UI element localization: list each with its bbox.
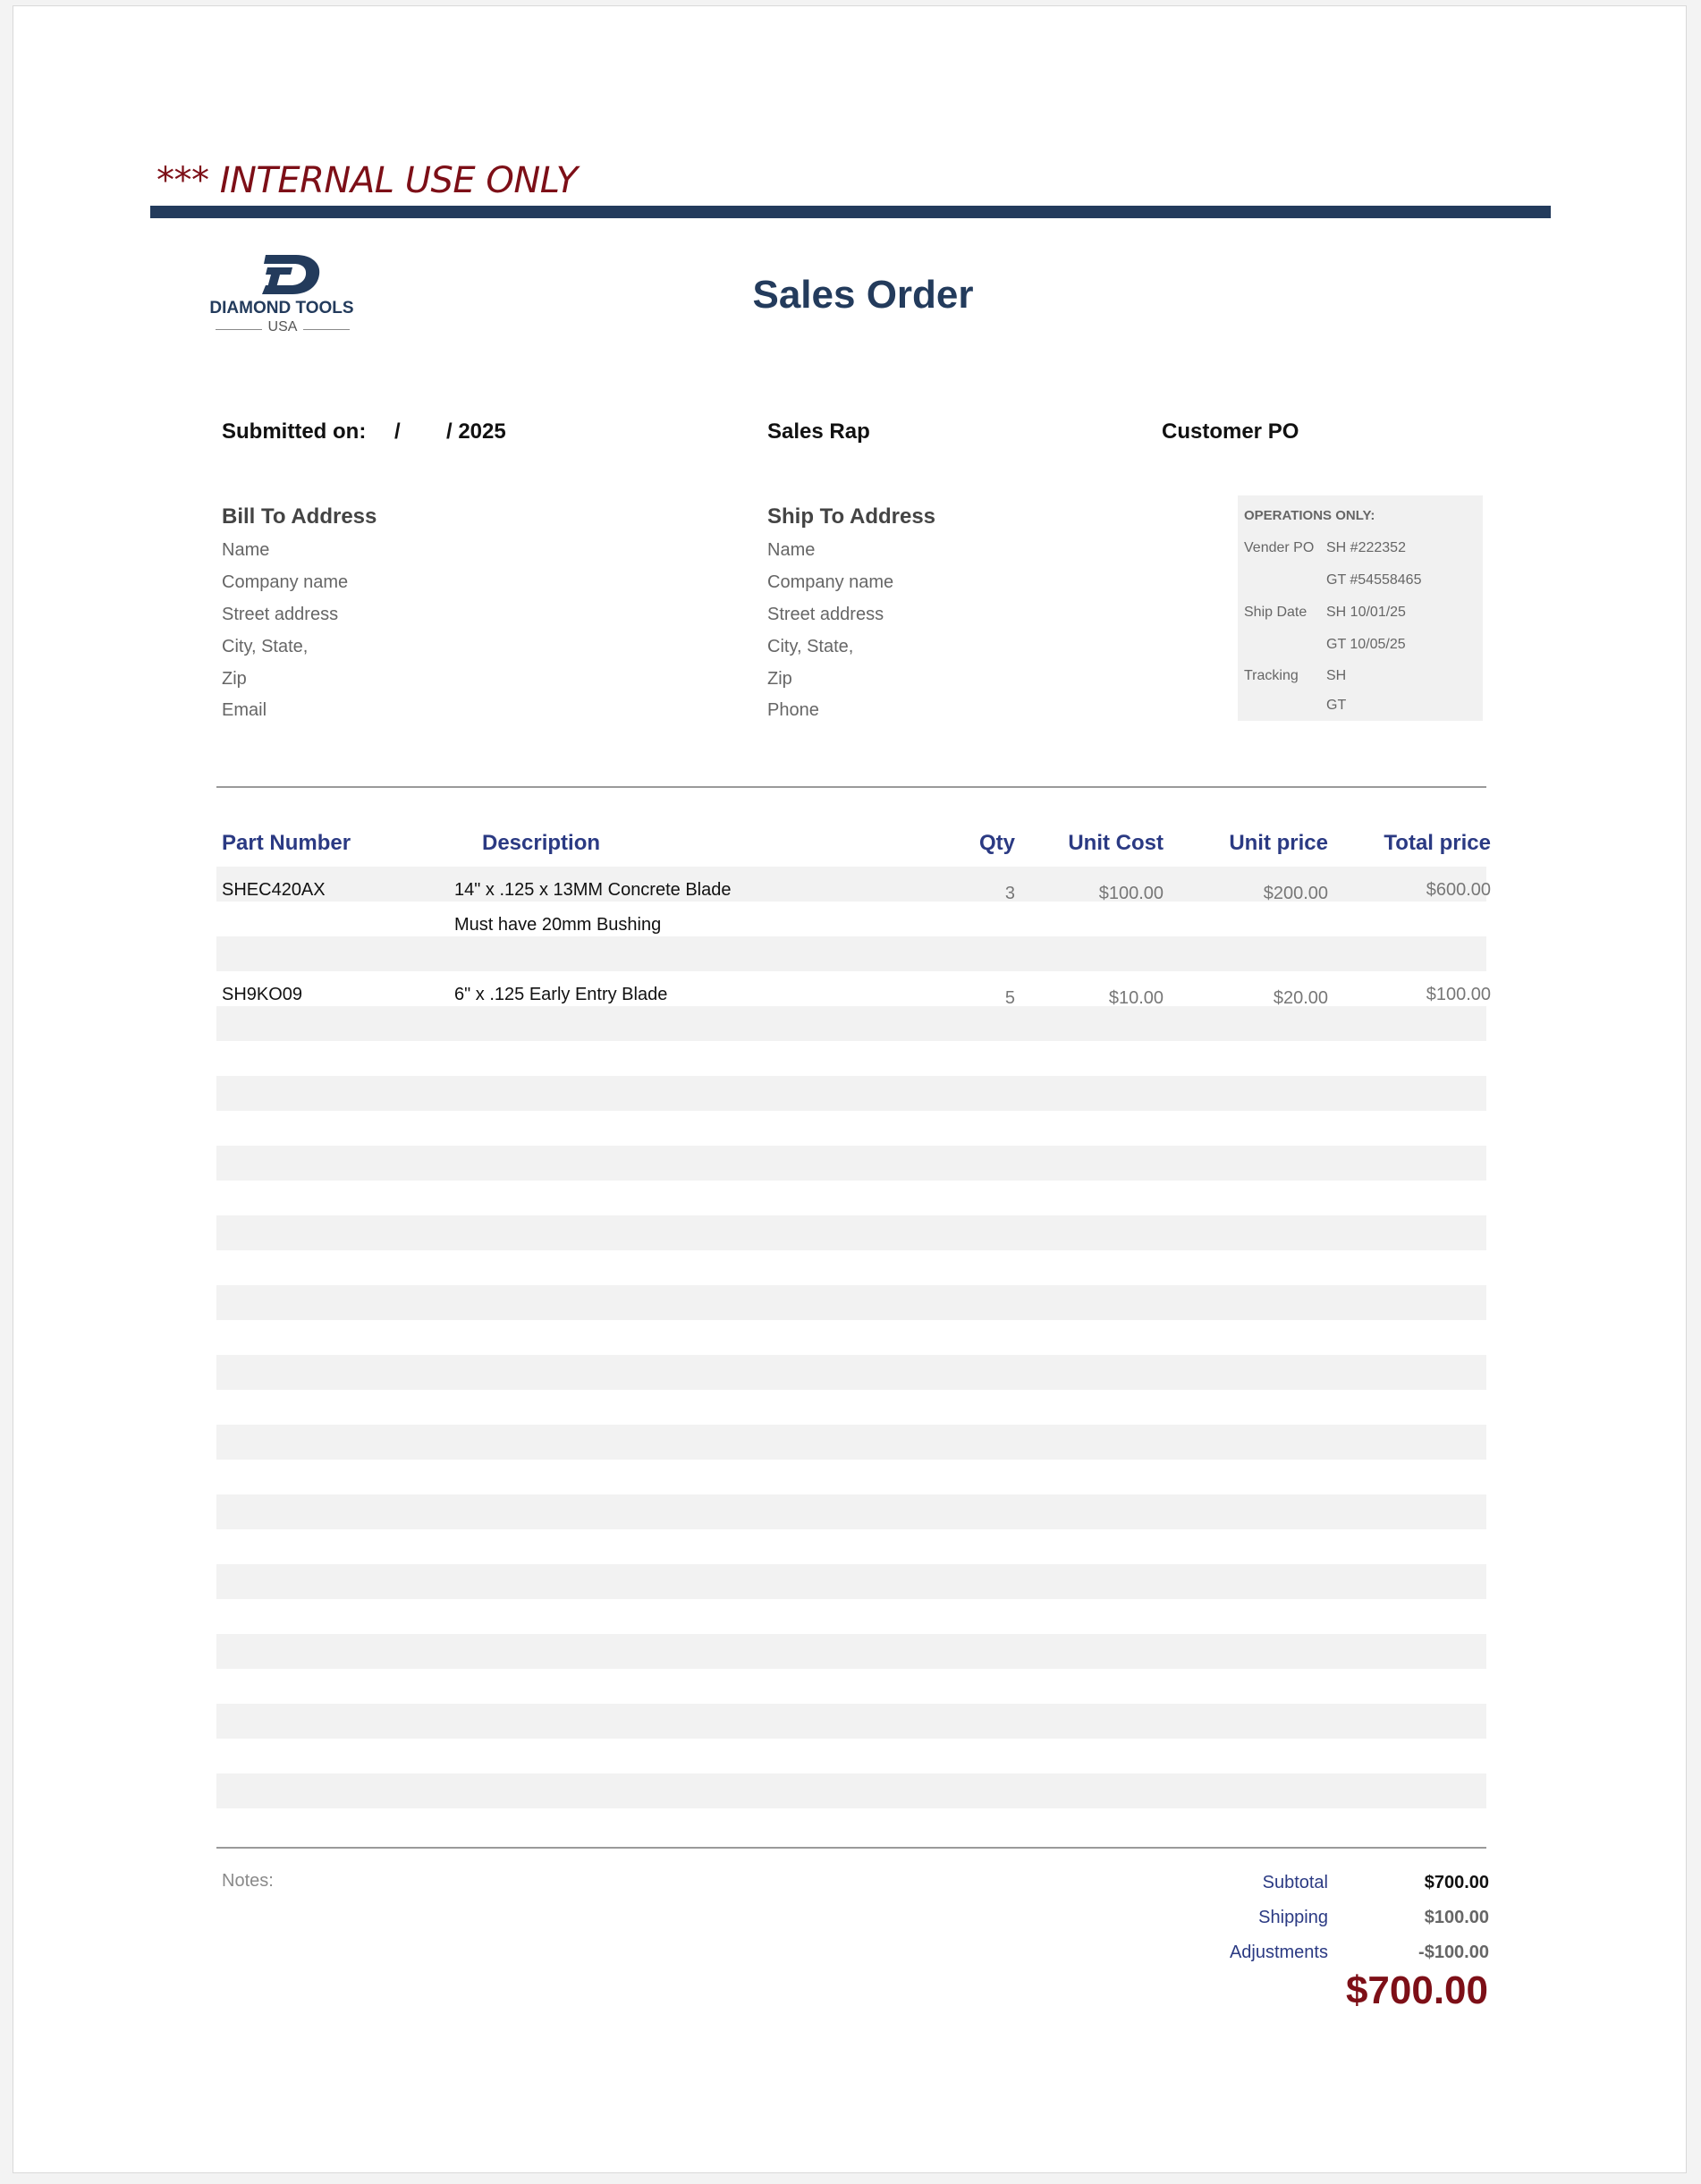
- bill-to-name: Name: [222, 540, 270, 560]
- col-qty: Qty: [978, 831, 1015, 855]
- logo-rule-right: [303, 329, 350, 330]
- table-row-stripe: [216, 1285, 1486, 1320]
- col-description: Description: [482, 831, 601, 855]
- vendor-po-label: Vender PO: [1244, 540, 1315, 555]
- bill-to-company: Company name: [222, 572, 349, 592]
- table-row-stripe: [216, 1355, 1486, 1390]
- item-3-unit-price: $20.00: [1273, 988, 1328, 1008]
- bill-to-email: Email: [222, 700, 267, 720]
- item-3-part: SH9KO09: [222, 985, 303, 1004]
- table-row-stripe: [216, 1773, 1486, 1808]
- item-1-description: 14" x .125 x 13MM Concrete Blade: [454, 880, 732, 900]
- document-page: [13, 5, 1687, 2173]
- item-3-qty: 5: [1004, 988, 1015, 1008]
- item-3-total: $100.00: [1426, 985, 1491, 1004]
- table-row-stripe: [216, 1146, 1486, 1181]
- submitted-on-label: Submitted on:: [222, 419, 367, 444]
- item-3-description: 6" x .125 Early Entry Blade: [454, 985, 668, 1004]
- logo-sub: [216, 319, 350, 339]
- page-title: Sales Order: [752, 273, 974, 317]
- logo-sub-text: USA: [267, 319, 298, 334]
- item-1-qty: 3: [1004, 884, 1015, 903]
- bill-to-street: Street address: [222, 605, 339, 624]
- adjustments-value: -$100.00: [1418, 1943, 1489, 1962]
- subtotal-value: $700.00: [1424, 1873, 1489, 1892]
- notes-label: Notes:: [222, 1871, 274, 1891]
- col-unit-price: Unit price: [1229, 831, 1328, 855]
- adjustments-label: Adjustments: [1229, 1943, 1328, 1962]
- table-row-stripe: [216, 1564, 1486, 1599]
- tracking-gt: GT: [1326, 698, 1347, 713]
- table-row-stripe: [216, 1215, 1486, 1250]
- grand-total: $700.00: [1345, 1968, 1488, 2012]
- tracking-label: Tracking: [1244, 668, 1299, 683]
- item-1-total: $600.00: [1426, 880, 1491, 900]
- col-unit-cost: Unit Cost: [1068, 831, 1164, 855]
- table-row-stripe: [216, 1494, 1486, 1529]
- item-3-unit-cost: $10.00: [1108, 988, 1164, 1008]
- customer-po-label: Customer PO: [1162, 419, 1299, 444]
- shipping-label: Shipping: [1258, 1908, 1328, 1927]
- section-divider-bottom: [216, 1847, 1486, 1849]
- item-1-unit-cost: $100.00: [1098, 884, 1164, 903]
- table-row-stripe: [216, 1006, 1486, 1041]
- bill-to-zip: Zip: [222, 669, 247, 689]
- ship-to-name: Name: [767, 540, 816, 560]
- operations-title: OPERATIONS ONLY:: [1244, 508, 1375, 523]
- table-row-stripe: [216, 1634, 1486, 1669]
- ship-to-street: Street address: [767, 605, 884, 624]
- item-1-part: SHEC420AX: [222, 880, 326, 900]
- ship-to-company: Company name: [767, 572, 894, 592]
- submitted-date-sep1: /: [394, 419, 401, 444]
- bill-to-city-state: City, State,: [222, 637, 309, 656]
- ship-to-heading: Ship To Address: [767, 504, 936, 529]
- sales-rep-label: Sales Rap: [767, 419, 870, 444]
- col-part-number: Part Number: [222, 831, 351, 855]
- tracking-sh: SH: [1326, 668, 1347, 683]
- ship-to-zip: Zip: [767, 669, 792, 689]
- bill-to-heading: Bill To Address: [222, 504, 377, 529]
- ship-date-sh: SH 10/01/25: [1326, 605, 1406, 620]
- ship-to-phone: Phone: [767, 700, 819, 720]
- ship-to-city-state: City, State,: [767, 637, 854, 656]
- internal-use-banner: *** INTERNAL USE ONLY: [157, 160, 578, 201]
- vendor-po-gt: GT #54558465: [1326, 572, 1422, 588]
- section-divider-top: [216, 786, 1486, 788]
- ship-date-gt: GT 10/05/25: [1326, 637, 1406, 652]
- item-1-unit-price: $200.00: [1263, 884, 1328, 903]
- table-row-stripe: [216, 1076, 1486, 1111]
- shipping-value: $100.00: [1424, 1908, 1489, 1927]
- subtotal-label: Subtotal: [1262, 1873, 1328, 1892]
- logo-name: DIAMOND TOOLS: [209, 299, 354, 317]
- header-divider-bar: [150, 206, 1551, 218]
- submitted-date-year: / 2025: [446, 419, 506, 444]
- ship-date-label: Ship Date: [1244, 605, 1307, 620]
- item-2-description: Must have 20mm Bushing: [454, 915, 662, 935]
- col-total-price: Total price: [1384, 831, 1491, 855]
- table-row-stripe: [216, 1425, 1486, 1460]
- table-row-stripe: [216, 1704, 1486, 1739]
- vendor-po-sh: SH #222352: [1326, 540, 1406, 555]
- table-row-stripe: [216, 936, 1486, 971]
